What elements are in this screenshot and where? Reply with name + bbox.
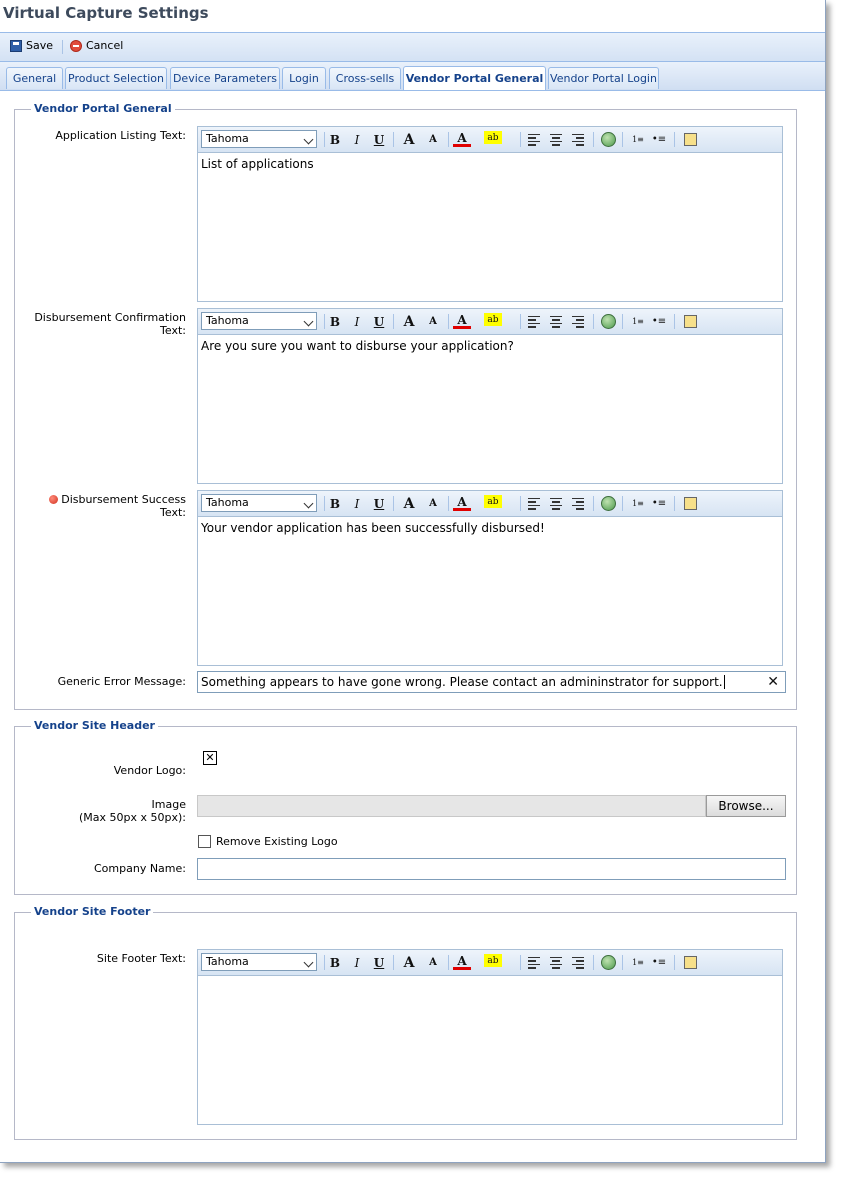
disbursement-success-label [20,493,186,519]
bold-icon[interactable]: B [329,314,341,329]
bold-icon[interactable]: B [329,496,341,511]
title-bar [0,0,825,33]
site-footer-editor[interactable] [197,949,783,1125]
cancel-label: Cancel [86,39,124,52]
company-name-label: Company Name: [94,862,186,875]
window-title: Virtual Capture Settings [3,4,209,22]
tab-cross-sells[interactable]: Cross-sells [329,67,401,89]
toolbar-separator [674,955,675,970]
align-right-icon[interactable] [569,313,587,330]
image-size-hint: (Max 50px x 50px): [78,811,186,824]
toolbar-separator [593,955,594,970]
image-label: Image [151,798,186,811]
editor-content[interactable]: List of applications [201,157,314,171]
toolbar-separator [324,955,325,970]
application-listing-editor[interactable] [197,126,783,302]
toolbar-separator [674,132,675,147]
shrink-font-icon[interactable]: A [429,316,437,327]
source-edit-icon[interactable] [681,313,699,330]
highlight-icon[interactable]: ab [484,131,502,144]
generic-error-input[interactable] [197,671,786,693]
disbursement-success-editor[interactable] [197,490,783,666]
fieldset-legend: Vendor Site Header [31,719,158,732]
align-center-icon[interactable] [547,495,565,512]
align-right-icon[interactable] [569,131,587,148]
toolbar-separator [622,496,623,511]
save-label: Save [26,39,54,52]
font-color-icon[interactable]: A [453,313,471,329]
ordered-list-icon[interactable]: 1≡ [632,499,644,508]
align-center-icon[interactable] [547,954,565,971]
editor-content[interactable] [198,976,782,984]
insert-link-icon[interactable] [599,313,617,330]
source-edit-icon[interactable] [681,954,699,971]
unordered-list-icon[interactable]: •≡ [651,316,667,327]
align-center-icon[interactable] [547,131,565,148]
save-button[interactable] [10,39,53,52]
ordered-list-icon[interactable]: 1≡ [632,317,644,326]
grow-font-icon[interactable]: A [403,954,415,971]
grow-font-icon[interactable]: A [403,131,415,148]
shrink-font-icon[interactable]: A [429,498,437,509]
unordered-list-icon[interactable]: •≡ [651,957,667,968]
tab-product-selection[interactable]: Product Selection [65,67,167,89]
editor-toolbar [198,950,782,976]
shrink-font-icon[interactable]: A [429,957,437,968]
italic-icon[interactable]: I [354,132,360,147]
save-icon [10,40,22,52]
grow-font-icon[interactable]: A [403,495,415,512]
unordered-list-icon[interactable]: •≡ [651,134,667,145]
toolbar-separator [520,955,521,970]
italic-icon[interactable]: I [354,955,360,970]
application-listing-label: Application Listing Text: [55,129,186,142]
editor-toolbar [198,127,782,153]
vendor-logo-label: Vendor Logo: [113,764,186,777]
font-color-icon[interactable]: A [453,131,471,147]
shrink-font-icon[interactable]: A [429,134,437,145]
toolbar-separator [324,314,325,329]
browse-button[interactable]: Browse... [706,795,786,817]
tab-vendor-portal-login[interactable]: Vendor Portal Login [548,67,659,89]
source-edit-icon[interactable] [681,495,699,512]
highlight-icon[interactable]: ab [484,495,502,508]
italic-icon[interactable]: I [354,496,360,511]
toolbar-separator [448,955,449,970]
site-footer-label: Site Footer Text: [96,952,186,965]
align-left-icon[interactable] [525,131,543,148]
toolbar-separator [593,496,594,511]
toolbar-separator [448,496,449,511]
cancel-icon [70,40,82,52]
editor-toolbar [198,491,782,517]
font-color-icon[interactable]: A [453,954,471,970]
ordered-list-icon[interactable]: 1≡ [632,958,644,967]
toolbar-separator [448,314,449,329]
font-select[interactable]: Tahoma [201,312,317,330]
generic-error-label: Generic Error Message: [57,675,186,688]
font-color-icon[interactable]: A [453,495,471,511]
tab-strip [0,62,825,91]
align-center-icon[interactable] [547,313,565,330]
editor-toolbar [198,309,782,335]
editor-content[interactable]: Your vendor application has been successfully disbursed! [201,521,545,535]
insert-link-icon[interactable] [599,131,617,148]
highlight-icon[interactable]: ab [484,954,502,967]
tab-general[interactable]: General [6,67,63,89]
company-name-input[interactable] [197,858,786,880]
tab-panel [0,91,825,1162]
toolbar-separator [448,132,449,147]
toolbar-separator [62,40,63,54]
broken-image-icon: ✕ [203,751,217,765]
font-select[interactable]: Tahoma [201,494,317,512]
image-file-input[interactable] [197,795,706,817]
highlight-icon[interactable]: ab [484,313,502,326]
toolbar-separator [393,314,394,329]
align-right-icon[interactable] [569,495,587,512]
underline-icon[interactable]: U [373,496,385,511]
toolbar-separator [324,496,325,511]
underline-icon[interactable]: U [373,132,385,147]
cancel-button[interactable] [70,39,123,52]
disbursement-success-label-text: Disbursement Success Text: [61,493,186,519]
italic-icon[interactable]: I [354,314,360,329]
toolbar-separator [674,314,675,329]
toolbar-separator [393,955,394,970]
unordered-list-icon[interactable]: •≡ [651,498,667,509]
editor-content[interactable]: Are you sure you want to disburse your application? [201,339,514,353]
remove-logo-label: Remove Existing Logo [216,835,338,848]
ordered-list-icon[interactable]: 1≡ [632,135,644,144]
font-select[interactable]: Tahoma [201,953,317,971]
bold-icon[interactable]: B [329,955,341,970]
toolbar-separator [593,314,594,329]
insert-link-icon[interactable] [599,495,617,512]
align-right-icon[interactable] [569,954,587,971]
toolbar-separator [593,132,594,147]
toolbar-separator [622,955,623,970]
toolbar-separator [393,496,394,511]
source-edit-icon[interactable] [681,131,699,148]
generic-error-value: Something appears to have gone wrong. Please contact an admininstrator for support. [201,675,723,689]
disbursement-confirmation-label: Disbursement Confirmation Text: [34,311,186,337]
bold-icon[interactable]: B [329,132,341,147]
font-select[interactable]: Tahoma [201,130,317,148]
toolbar-separator [520,496,521,511]
tab-login[interactable]: Login [282,67,326,89]
align-left-icon[interactable] [525,495,543,512]
clear-icon[interactable]: ✕ [767,674,779,690]
tab-vendor-portal-general[interactable]: Vendor Portal General [403,66,546,90]
toolbar-separator [674,496,675,511]
grow-font-icon[interactable]: A [403,313,415,330]
toolbar-separator [622,314,623,329]
fieldset-legend: Vendor Site Footer [31,905,153,918]
action-toolbar [0,33,825,62]
remove-logo-checkbox[interactable] [198,835,211,848]
required-icon [49,495,58,504]
toolbar-separator [393,132,394,147]
tab-device-parameters[interactable]: Device Parameters [170,67,280,89]
toolbar-separator [520,314,521,329]
insert-link-icon[interactable] [599,954,617,971]
toolbar-separator [324,132,325,147]
toolbar-separator [520,132,521,147]
underline-icon[interactable]: U [373,314,385,329]
disbursement-confirmation-editor[interactable] [197,308,783,484]
align-left-icon[interactable] [525,313,543,330]
fieldset-legend: Vendor Portal General [31,102,175,115]
underline-icon[interactable]: U [373,955,385,970]
align-left-icon[interactable] [525,954,543,971]
toolbar-separator [622,132,623,147]
